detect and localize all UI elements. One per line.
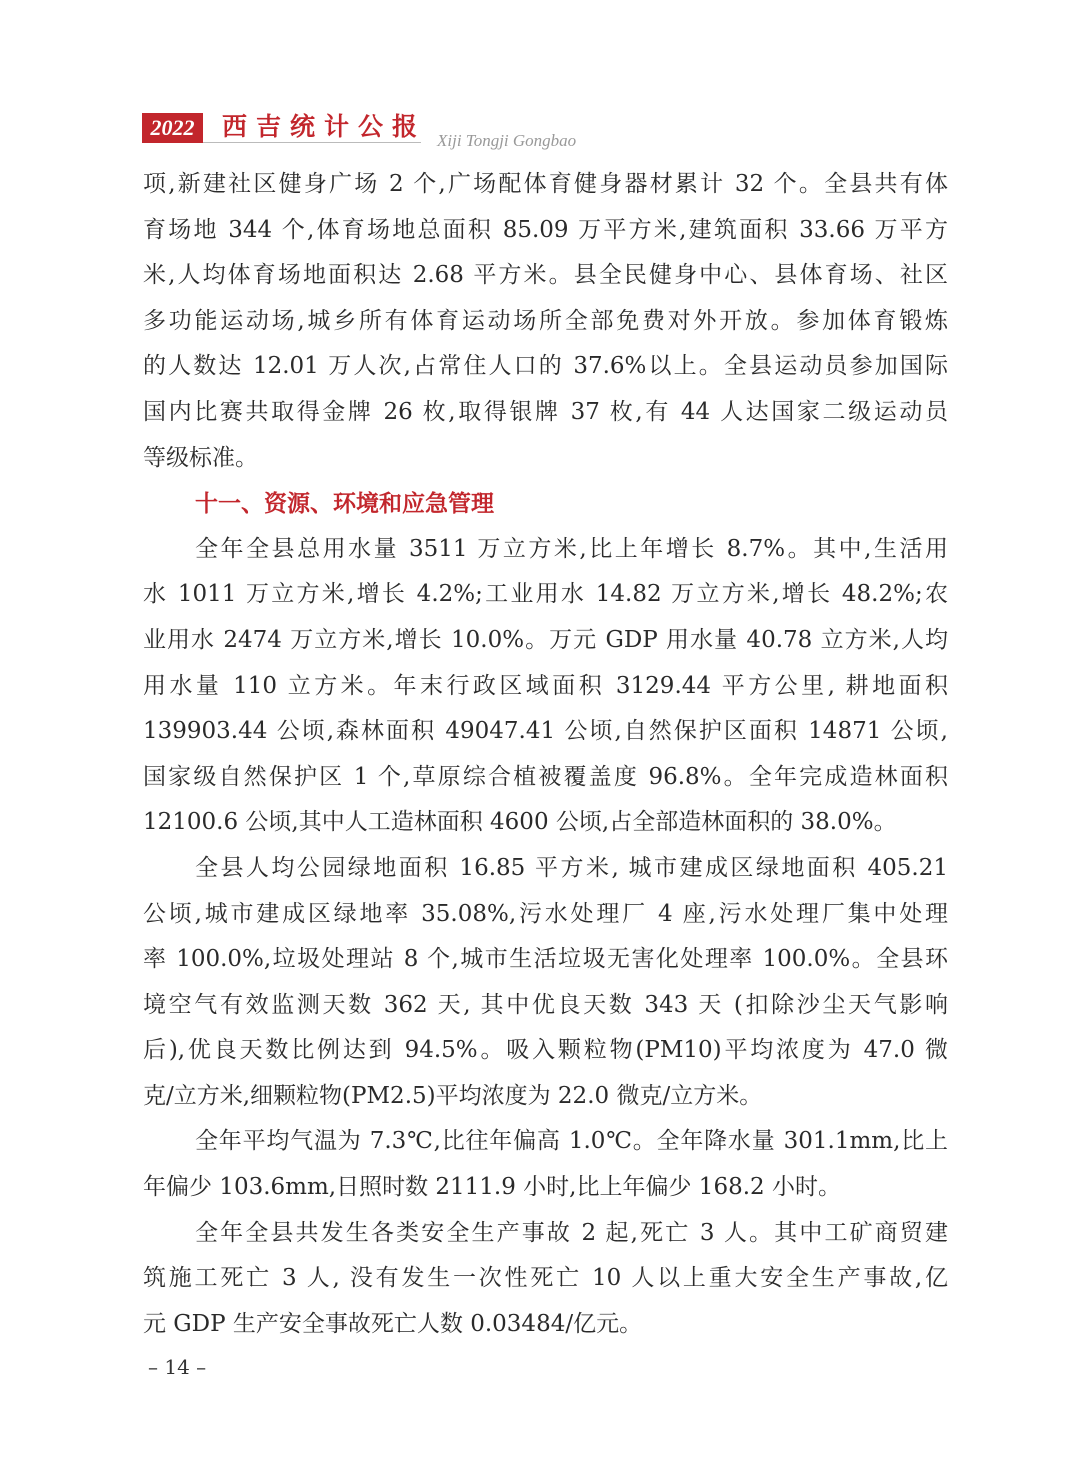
paragraph-line: 水 1011 万立方米,增长 4.2%;工业用水 14.82 万立方米,增长 48.2%;农 [143,581,948,608]
paragraph-line: 12100.6 公顷,其中人工造林面积 4600 公顷,占全部造林面积的 38.0%。 [143,809,897,836]
paragraph-line: 境空气有效监测天数 362 天, 其中优良天数 343 天 (扣除沙尘天气影响 [143,991,948,1018]
paragraph-line: 用水量 110 立方米。年末行政区域面积 3129.44 平方公里, 耕地面积 [143,672,948,699]
paragraph-line: 全年全县共发生各类安全生产事故 2 起,死亡 3 人。其中工矿商贸建 [195,1219,948,1246]
paragraph-line: 后),优良天数比例达到 94.5%。吸入颗粒物(PM10)平均浓度为 47.0 微 [143,1037,948,1064]
paragraph-line: 筑施工死亡 3 人, 没有发生一次性死亡 10 人以上重大安全生产事故,亿 [143,1265,948,1292]
paragraph-line: 多功能运动场,城乡所有体育运动场所全部免费对外开放。参加体育锻炼 [143,307,948,334]
header-title-english: Xiji Tongji Gongbao [437,131,577,150]
paragraph-line: 年偏少 103.6mm,日照时数 2111.9 小时,比上年偏少 168.2 小时。 [143,1174,841,1201]
paragraph-line: 公顷,城市建成区绿地率 35.08%,污水处理厂 4 座,污水处理厂集中处理 [143,900,948,927]
page-number: – 14 – [148,1355,207,1379]
paragraph-line: 克/立方米,细颗粒物(PM2.5)平均浓度为 22.0 微克/立方米。 [143,1082,763,1109]
paragraph-line: 全县人均公园绿地面积 16.85 平方米, 城市建成区绿地面积 405.21 [195,854,948,881]
paragraph-line: 国家级自然保护区 1 个,草原综合植被覆盖度 96.8%。全年完成造林面积 [143,763,948,790]
paragraph-line: 等级标准。 [143,444,258,471]
header-year-badge: 2022 [142,113,203,143]
paragraph-line: 的人数达 12.01 万人次,占常住人口的 37.6%以上。全县运动员参加国际 [143,353,948,380]
section-heading: 十一、资源、环境和应急管理 [195,490,494,518]
paragraph-line: 国内比赛共取得金牌 26 枚,取得银牌 37 枚,有 44 人达国家二级运动员 [143,398,948,425]
paragraph-line: 139903.44 公顷,森林面积 49047.41 公顷,自然保护区面积 14871 公顷, [143,718,948,745]
document-body [143,162,948,1347]
header-divider [203,142,421,143]
paragraph-line: 米,人均体育场地面积达 2.68 平方米。县全民健身中心、县体育场、社区 [143,262,948,289]
paragraph-line: 全年全县总用水量 3511 万立方米,比上年增长 8.7%。其中,生活用 [195,535,948,562]
paragraph-line: 育场地 344 个,体育场地总面积 85.09 万平方米,建筑面积 33.66 万平方 [143,216,948,243]
header-title: 西吉统计公报 [222,112,427,141]
paragraph-line: 元 GDP 生产安全事故死亡人数 0.03484/亿元。 [143,1310,643,1337]
paragraph-line: 项,新建社区健身广场 2 个,广场配体育健身器材累计 32 个。全县共有体 [143,171,948,197]
paragraph-line: 业用水 2474 万立方米,增长 10.0%。万元 GDP 用水量 40.78 立方米,人均 [143,626,948,653]
paragraph-line: 全年平均气温为 7.3℃,比往年偏高 1.0℃。全年降水量 301.1mm,比上 [195,1128,948,1155]
paragraph-line: 率 100.0%,垃圾处理站 8 个,城市生活垃圾无害化处理率 100.0%。全县环 [143,946,948,973]
